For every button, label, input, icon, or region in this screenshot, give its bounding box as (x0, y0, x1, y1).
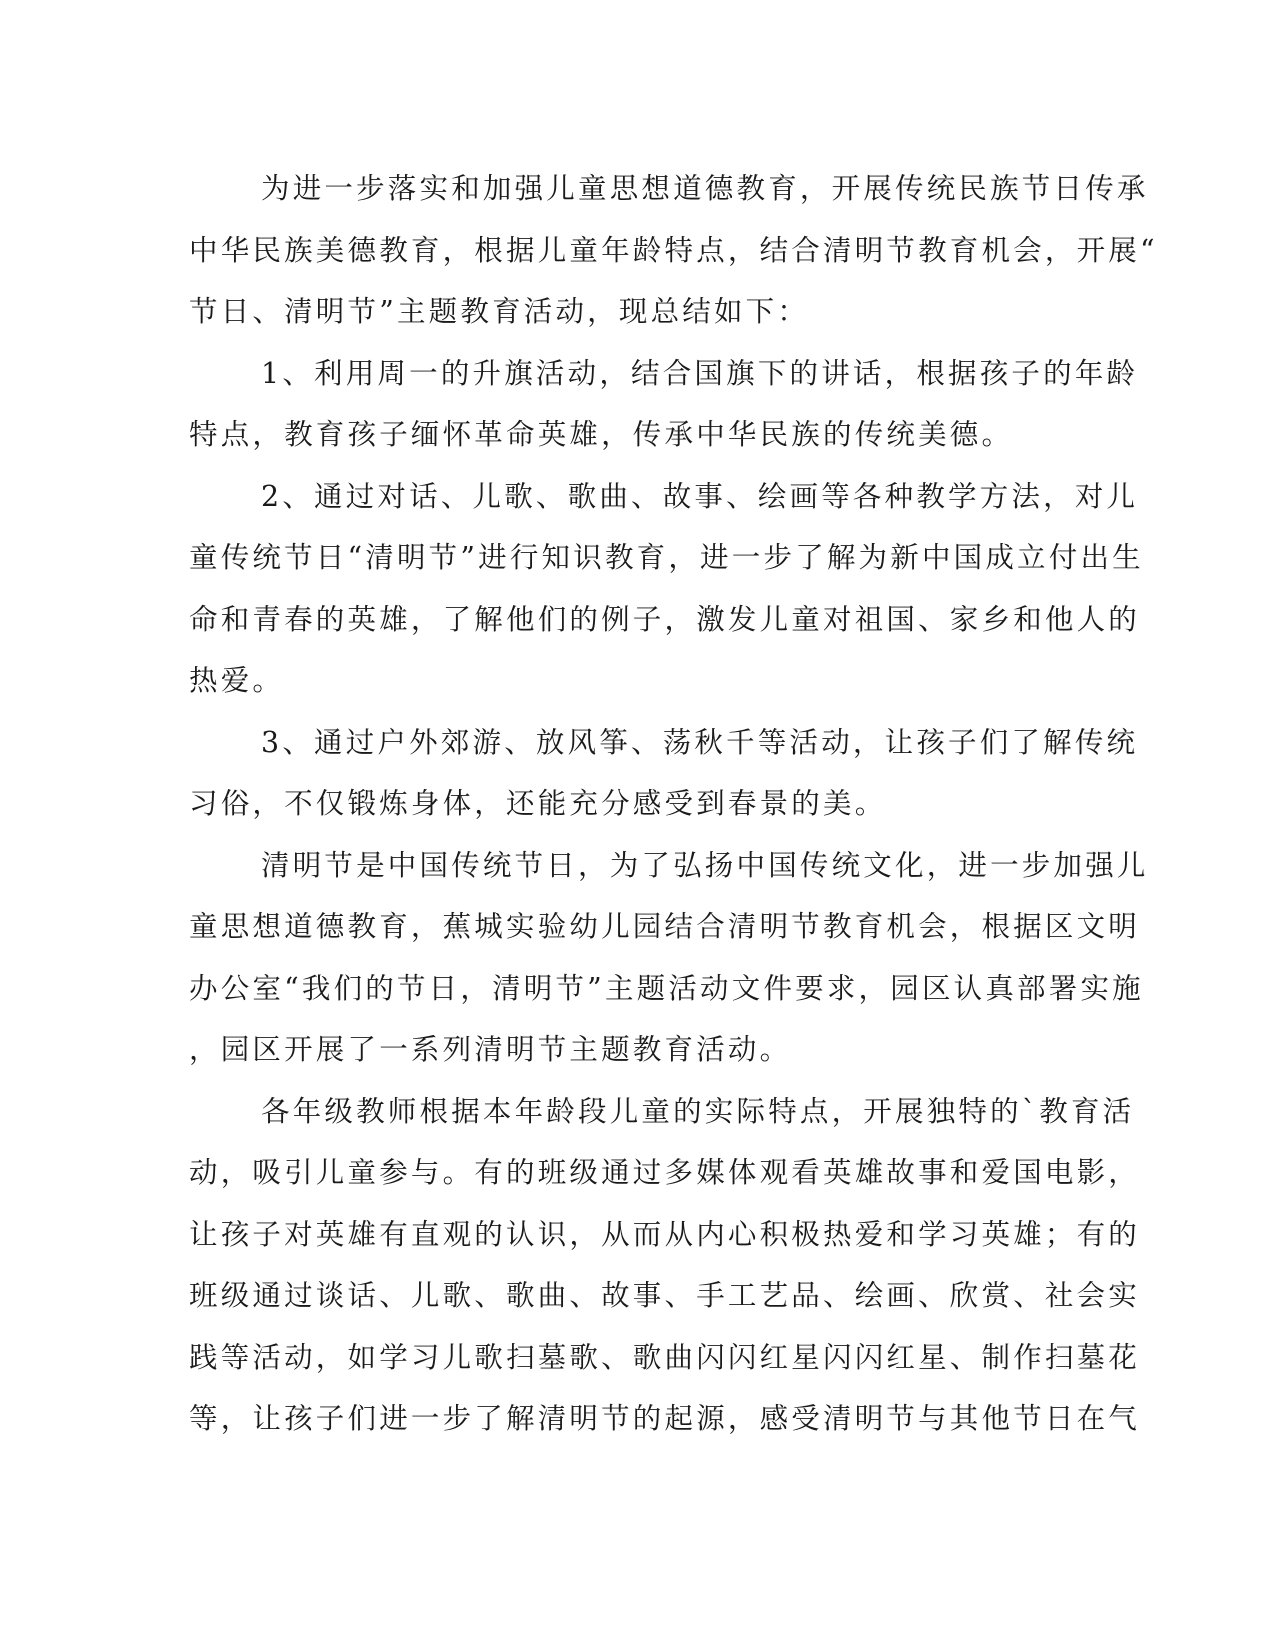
text-line-paragraph-start: 为进一步落实和加强儿童思想道德教育，开展传统民族节日传承 (261, 172, 1149, 205)
text-line: ，园区开展了一系列清明节主题教育活动。 (189, 1033, 792, 1066)
text-line-paragraph-start: 2、通过对话、儿歌、歌曲、故事、绘画等各种教学方法，对儿 (261, 479, 1139, 513)
text-line: 习俗，不仅锻炼身体，还能充分感受到春景的美。 (189, 787, 887, 820)
text-line: 节日、清明节”主题教育活动，现总结如下： (189, 295, 810, 328)
text-line: 童思想道德教育，蕉城实验幼儿园结合清明节教育机会，根据区文明 (189, 910, 1141, 943)
text-line-paragraph-start: 各年级教师根据本年龄段儿童的实际特点，开展独特的`教育活 (261, 1094, 1135, 1128)
text-line: 童传统节日“清明节”进行知识教育，进一步了解为新中国成立付出生 (189, 541, 1144, 574)
text-line: 中华民族美德教育，根据儿童年龄特点，结合清明节教育机会，开展“ (189, 233, 1158, 267)
text-line: 践等活动，如学习儿歌扫墓歌、歌曲闪闪红星闪闪红星、制作扫墓花 (189, 1340, 1141, 1374)
text-line-paragraph-start: 1、利用周一的升旗活动，结合国旗下的讲话，根据孩子的年龄 (261, 356, 1139, 390)
text-line: 动，吸引儿童参与。有的班级通过多媒体观看英雄故事和爱国电影， (189, 1156, 1141, 1189)
text-line: 等，让孩子们进一步了解清明节的起源，感受清明节与其他节日在气 (189, 1402, 1141, 1435)
text-line-paragraph-start: 清明节是中国传统节日，为了弘扬中国传统文化，进一步加强儿 (261, 848, 1149, 882)
text-line: 特点，教育孩子缅怀革命英雄，传承中华民族的传统美德。 (189, 418, 1014, 451)
text-line: 让孩子对英雄有直观的认识，从而从内心积极热爱和学习英雄；有的 (189, 1217, 1141, 1251)
text-line: 热爱。 (189, 664, 285, 697)
text-line: 班级通过谈话、儿歌、歌曲、故事、手工艺品、绘画、欣赏、社会实 (189, 1279, 1141, 1312)
text-line: 办公室“我们的节日，清明节”主题活动文件要求，园区认真部署实施 (189, 971, 1144, 1005)
document-body (189, 158, 1158, 1450)
text-line-paragraph-start: 3、通过户外郊游、放风筝、荡秋千等活动，让孩子们了解传统 (261, 725, 1139, 759)
text-line: 命和青春的英雄，了解他们的例子，激发儿童对祖国、家乡和他人的 (189, 602, 1141, 636)
